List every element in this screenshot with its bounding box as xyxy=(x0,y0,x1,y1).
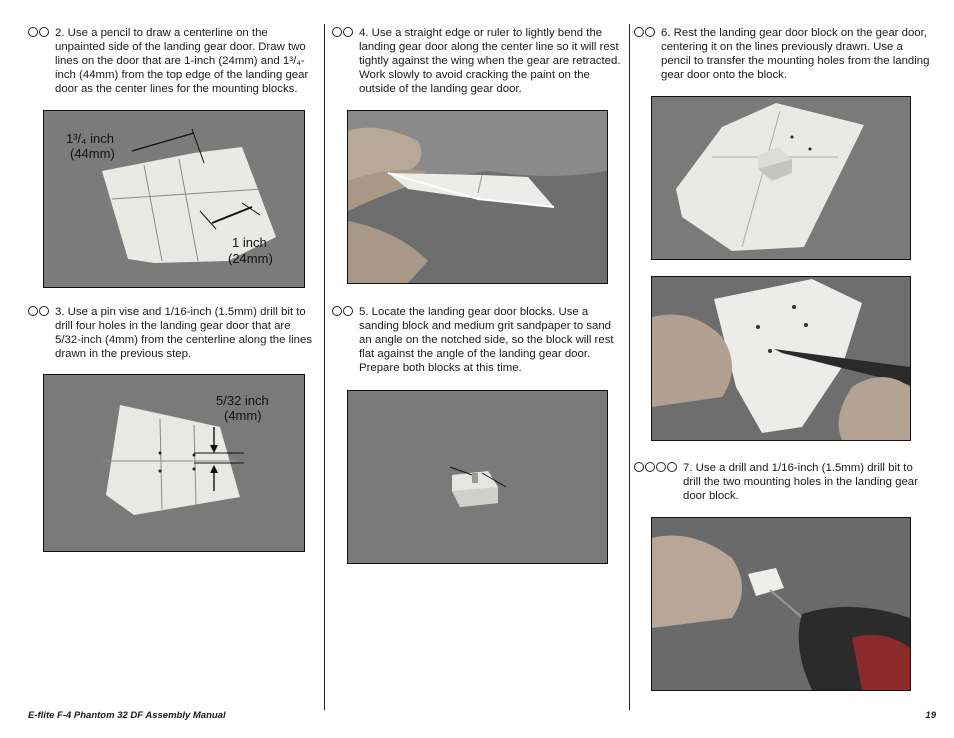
check-circle-icon[interactable] xyxy=(332,306,342,316)
step-5 xyxy=(332,305,622,375)
step-6-checkboxes[interactable] xyxy=(634,26,656,40)
marking-holes-image xyxy=(652,277,910,440)
callout-44mm-line1: 1³/₄ inch xyxy=(66,131,114,146)
footer-manual-title: E-flite F-4 Phantom 32 DF Assembly Manual xyxy=(28,710,226,721)
step-6-text: 6. Rest the landing gear door block on the gear door, centering it on the lines previously drawn. Use a pencil to transfer the mounting holes from the landing gear door onto the block. xyxy=(661,27,930,81)
drilling-block-image xyxy=(652,518,910,690)
step-3-text: 3. Use a pin vise and 1/16-inch (1.5mm) drill bit to drill four holes in the landing gear door that are 5/32-inch (4mm) from the centerline along the lines drawn in the previous step. xyxy=(55,306,313,360)
column-3 xyxy=(634,26,930,82)
bending-gear-door-image xyxy=(348,111,607,283)
check-circle-icon[interactable] xyxy=(28,306,38,316)
column-2 xyxy=(332,26,622,96)
photo-step-3 xyxy=(43,374,305,552)
column-3-lower xyxy=(634,461,930,503)
block-on-door-image xyxy=(652,97,910,259)
photo-step-7 xyxy=(651,517,911,691)
check-circle-icon[interactable] xyxy=(39,306,49,316)
footer-page-number: 19 xyxy=(925,710,936,721)
step-4 xyxy=(332,26,622,96)
step-4-text: 4. Use a straight edge or ruler to lightly bend the landing gear door along the center line so it will rest tightly against the wing when the gear are retracted. Work slowly to avoid cracking the paint on the outside of the landing gear door. xyxy=(359,27,621,95)
step-3-checkboxes[interactable] xyxy=(28,305,50,319)
photo-step-6b xyxy=(651,276,911,441)
gear-door-drilled-holes-image xyxy=(44,375,304,551)
check-circle-icon[interactable] xyxy=(634,27,644,37)
check-circle-icon[interactable] xyxy=(645,27,655,37)
photo-step-2 xyxy=(43,110,305,288)
callout-4mm-line2: (4mm) xyxy=(224,408,262,423)
photo-step-5 xyxy=(347,390,608,564)
step-2-checkboxes[interactable] xyxy=(28,26,50,40)
step-3 xyxy=(28,305,318,361)
step-2 xyxy=(28,26,318,96)
check-circle-icon[interactable] xyxy=(343,27,353,37)
callout-4mm-line1: 5/32 inch xyxy=(216,393,269,408)
column-divider-2 xyxy=(629,24,630,710)
gear-door-drawn-lines-image xyxy=(44,111,304,287)
check-circle-icon[interactable] xyxy=(343,306,353,316)
column-1-lower xyxy=(28,305,318,361)
check-circle-icon[interactable] xyxy=(645,462,655,472)
callout-24mm-line2: (24mm) xyxy=(228,251,273,266)
check-circle-icon[interactable] xyxy=(634,462,644,472)
step-2-text: 2. Use a pencil to draw a centerline on the unpainted side of the landing gear door. Draw two lines on the door that are 1-inch (24mm) and 1³/₄-inch (44mm) from the top edge of the landing gear door as the center lines for the mounting blocks. xyxy=(55,27,309,95)
step-6 xyxy=(634,26,930,82)
column-2-lower xyxy=(332,305,622,375)
step-5-text: 5. Locate the landing gear door blocks. Use a sanding block and medium grit sandpaper to sand an angle on the notched side, so the block will rest flat against the angle of the landing gear door. Prepare both blocks at this time. xyxy=(359,306,614,374)
step-5-checkboxes[interactable] xyxy=(332,305,354,319)
step-4-checkboxes[interactable] xyxy=(332,26,354,40)
check-circle-icon[interactable] xyxy=(656,462,666,472)
step-7 xyxy=(634,461,930,503)
door-block-image xyxy=(348,391,607,563)
step-7-text: 7. Use a drill and 1/16-inch (1.5mm) drill bit to drill the two mounting holes in the landing gear door block. xyxy=(683,462,918,502)
check-circle-icon[interactable] xyxy=(28,27,38,37)
callout-24mm-line1: 1 inch xyxy=(232,235,267,250)
column-1 xyxy=(28,26,318,96)
photo-step-4 xyxy=(347,110,608,284)
check-circle-icon[interactable] xyxy=(332,27,342,37)
check-circle-icon[interactable] xyxy=(39,27,49,37)
step-7-checkboxes[interactable] xyxy=(634,461,678,475)
column-divider-1 xyxy=(324,24,325,710)
check-circle-icon[interactable] xyxy=(667,462,677,472)
photo-step-6 xyxy=(651,96,911,260)
callout-44mm-line2: (44mm) xyxy=(70,146,115,161)
